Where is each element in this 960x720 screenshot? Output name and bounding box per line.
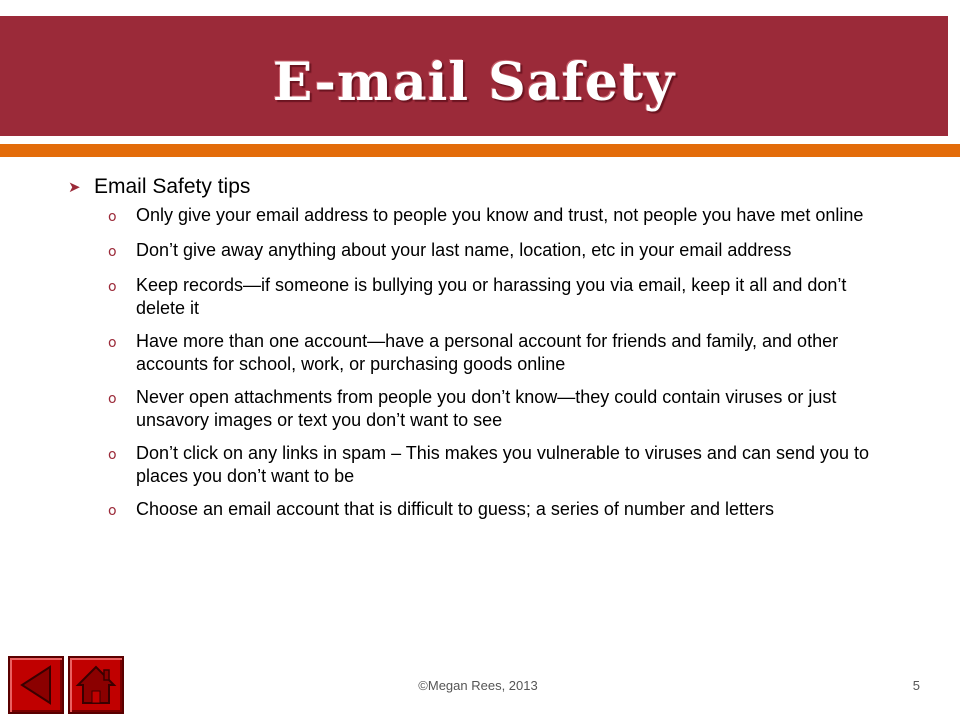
tip-text: Choose an email account that is difficult to guess; a series of number and letters [136,499,775,519]
sub-bullet: o [108,447,117,463]
tips-list [108,204,888,523]
sub-bullet: o [108,391,117,407]
tip-text: Have more than one account—have a personal account for friends and family, and other accounts for school, work, or purchasing goods online [136,331,839,374]
home-icon [74,663,118,707]
back-button[interactable] [8,656,64,714]
sub-bullet: o [108,335,117,351]
page-number: 5 [912,678,920,693]
back-arrow-icon [16,663,56,707]
list-item [108,204,888,229]
home-button[interactable] [68,656,124,714]
tip-text: Don’t click on any links in spam – This makes you vulnerable to viruses and can send you to places you don’t want to be [136,443,870,486]
nav-buttons [8,656,128,716]
sub-bullet: o [108,209,117,225]
list-item [108,274,888,320]
slide-title: E-mail Safety [272,52,676,113]
bullet-arrow-icon: ➤ [68,178,81,196]
list-item [108,386,888,432]
list-item [108,239,888,264]
list-item [108,498,888,523]
sub-bullet: o [108,503,117,519]
slide-content [68,174,888,533]
list-item [108,442,888,488]
title-bar [0,16,948,136]
heading-text: Email Safety tips [94,175,251,198]
tip-text: Keep records—if someone is bullying you or harassing you via email, keep it all and don’t delete it [136,275,847,318]
sub-bullet: o [108,244,117,260]
tip-text: Only give your email address to people you know and trust, not people you have met online [136,205,864,225]
list-item [108,330,888,376]
tip-text: Never open attachments from people you don’t know—they could contain viruses or just unsavory images or text you don’t want to see [136,387,837,430]
main-bullet [68,174,888,200]
accent-bar [0,144,960,157]
copyright-text: ©Megan Rees, 2013 [418,678,538,693]
tip-text: Don’t give away anything about your last name, location, etc in your email address [136,240,792,260]
sub-bullet: o [108,279,117,295]
